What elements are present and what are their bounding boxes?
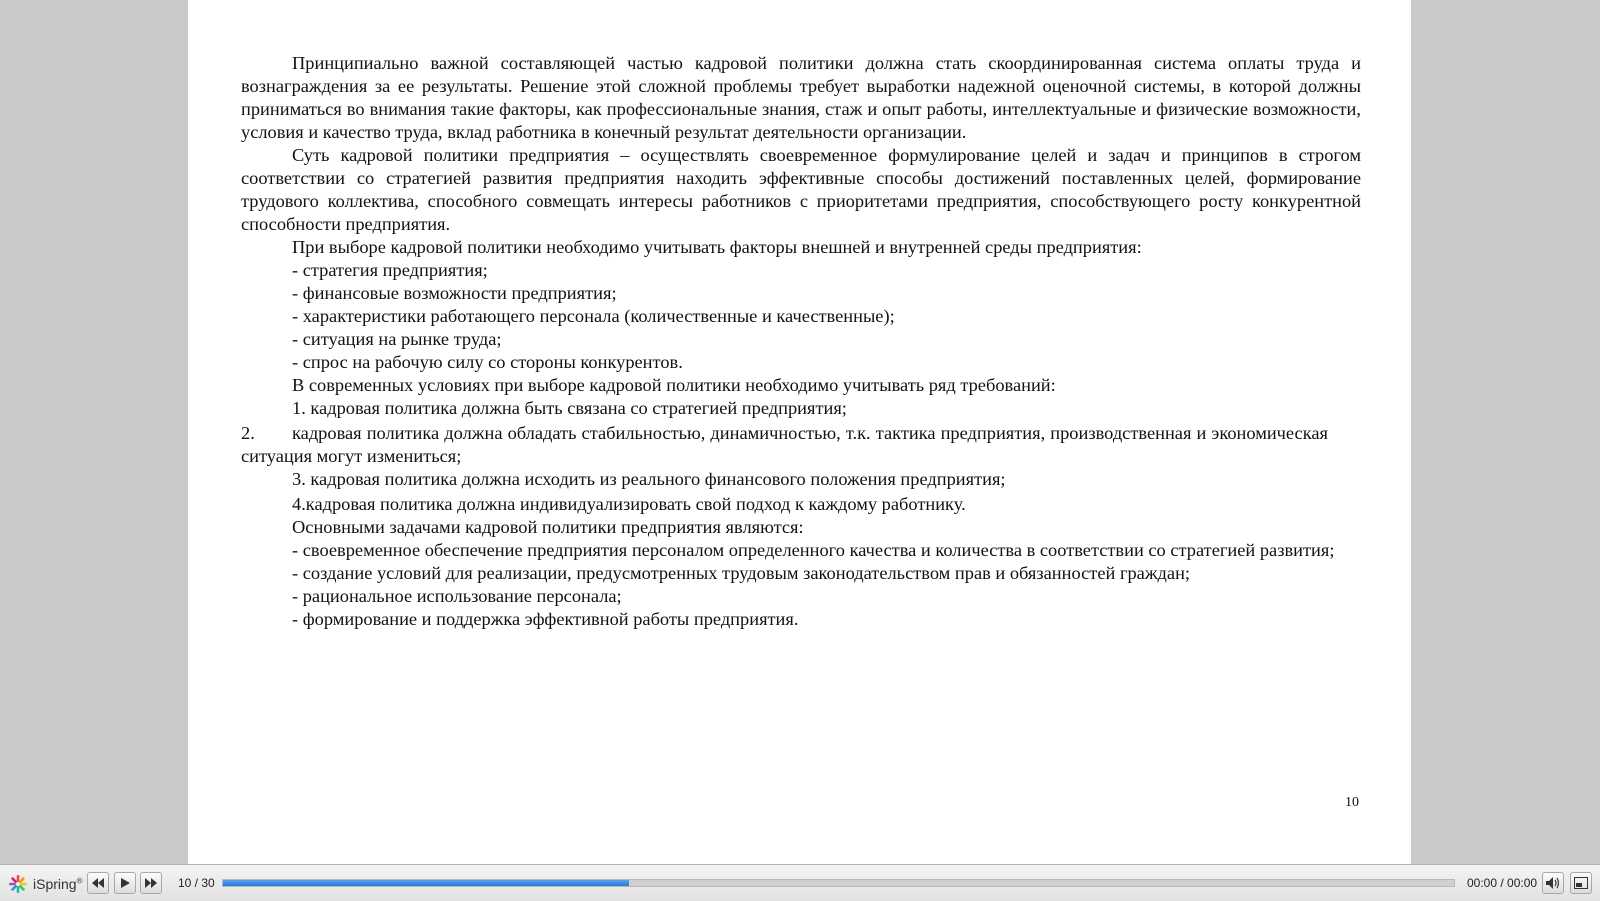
- requirement-text: [241, 422, 1328, 468]
- paragraph-requirements-intro: В современных условиях при выборе кадровой политики необходимо учитывать ряд требований:: [292, 375, 1056, 395]
- paragraph-pay-system: Принципиально важной составляющей частью кадровой политики должна стать скоординированная система оплаты труда и вознаграждения за ее результаты. Решение этой сложной проблемы требует выработки надежной оценочной системы, в которой должны приниматься во внимания такие факторы, как профессиональные знания, стаж и опыт работы, интеллектуальные и физические возможности, условия и качество труда, вклад работника в конечный результат деятельности организации.: [241, 53, 1361, 142]
- requirement-item-3: 3. кадровая политика должна исходить из реального финансового положения предприятия;: [292, 469, 1006, 489]
- rewind-icon: [92, 878, 104, 888]
- task-item: - формирование и поддержка эффективной работы предприятия.: [292, 609, 799, 629]
- requirement-text-content: кадровая политика должна обладать стабильностью, динамичностью, т.к. тактика предприятия, производственная и экономическая ситуация могут измениться;: [241, 423, 1328, 466]
- slide-page: [188, 0, 1411, 864]
- task-item: - создание условий для реализации, предусмотренных трудовым законодательством прав и обязанностей граждан;: [292, 563, 1191, 583]
- fast-forward-icon: [145, 878, 157, 888]
- progress-bar-fill: [223, 880, 629, 886]
- factor-item: - характеристики работающего персонала (количественные и качественные);: [292, 306, 895, 326]
- task-item: - своевременное обеспечение предприятия персоналом определенного качества и количества в соответствии со стратегией развития;: [292, 540, 1335, 560]
- play-icon: [121, 878, 130, 888]
- paragraph-tasks-intro: Основными задачами кадровой политики предприятия являются:: [292, 517, 804, 537]
- progress-bar[interactable]: [222, 879, 1455, 887]
- volume-icon: [1546, 877, 1560, 889]
- factor-item: - ситуация на рынке труда;: [292, 329, 502, 349]
- ispring-logo-text: [33, 876, 83, 892]
- paragraph-factors-intro: При выборе кадровой политики необходимо учитывать факторы внешней и внутренней среды предприятия:: [292, 237, 1142, 257]
- slide-text-content: [241, 52, 1361, 631]
- play-button[interactable]: [114, 872, 136, 894]
- requirement-number: 2.: [241, 423, 255, 443]
- requirement-item-1: 1. кадровая политика должна быть связана со стратегией предприятия;: [292, 398, 847, 418]
- logo-registered-mark: ®: [76, 876, 83, 886]
- previous-slide-button[interactable]: [87, 872, 109, 894]
- requirement-item-2: [241, 422, 1328, 468]
- ispring-logo: [8, 874, 83, 894]
- fullscreen-button[interactable]: [1570, 872, 1592, 894]
- time-display: 00:00 / 00:00: [1467, 876, 1538, 890]
- requirement-item-4: 4.кадровая политика должна индивидуализировать свой подход к каждому работнику.: [292, 494, 966, 514]
- logo-wordmark: iSpring: [33, 876, 77, 892]
- volume-button[interactable]: [1542, 872, 1564, 894]
- factor-item: - спрос на рабочую силу со стороны конкурентов.: [292, 352, 683, 372]
- task-item: - рациональное использование персонала;: [292, 586, 622, 606]
- paragraph-policy-essence: Суть кадровой политики предприятия – осуществлять своевременное формулирование целей и задач и принципов в строгом соответствии со стратегией развития предприятия находить эффективные способы достижений поставленных целей, формирование трудового коллектива, способного совмещать интересы работников с приоритетами предприятия, способствующего росту конкурентной способности предприятия.: [241, 145, 1361, 234]
- player-control-bar: [0, 864, 1600, 901]
- ispring-logo-icon: [8, 874, 28, 894]
- factor-item: - стратегия предприятия;: [292, 260, 488, 280]
- factor-item: - финансовые возможности предприятия;: [292, 283, 617, 303]
- page-number: 10: [1345, 795, 1359, 810]
- next-slide-button[interactable]: [140, 872, 162, 894]
- slide-counter: 10 / 30: [178, 876, 215, 890]
- fullscreen-icon: [1574, 877, 1588, 889]
